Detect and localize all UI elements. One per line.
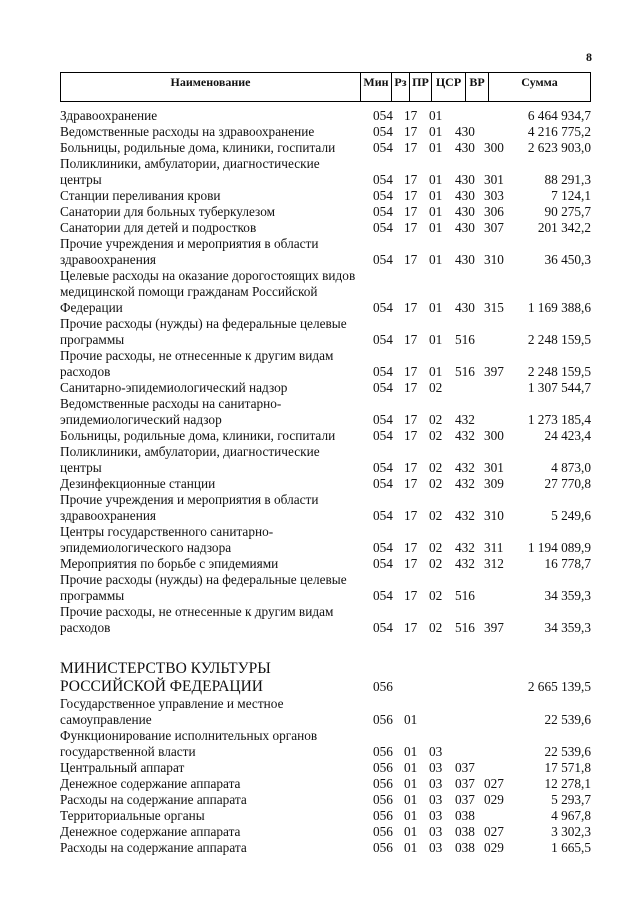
page-number: 8 bbox=[586, 50, 592, 64]
row-rz-code: 17 bbox=[404, 412, 418, 427]
row-min-code: 054 bbox=[373, 428, 393, 443]
row-csr-code: 430 bbox=[455, 300, 475, 315]
row-name: Прочие расходы, не отнесенные к другим видам расходов bbox=[60, 348, 334, 379]
table-row bbox=[60, 556, 591, 572]
row-csr-code: 516 bbox=[455, 332, 475, 347]
row-min-code: 056 bbox=[373, 744, 393, 759]
row-vr-code: 315 bbox=[484, 300, 504, 315]
row-pr-code: 03 bbox=[429, 824, 443, 839]
row-min-code: 054 bbox=[373, 172, 393, 187]
row-pr-code: 01 bbox=[429, 172, 443, 187]
row-min-code: 054 bbox=[373, 252, 393, 267]
row-sum: 2 665 139,5 bbox=[527, 679, 591, 694]
row-min-code: 054 bbox=[373, 556, 393, 571]
row-pr-code: 01 bbox=[429, 332, 443, 347]
row-min-code: 054 bbox=[373, 620, 393, 635]
row-rz-code: 17 bbox=[404, 300, 418, 315]
row-rz-code: 01 bbox=[404, 760, 418, 775]
row-name: Расходы на содержание аппарата bbox=[60, 792, 247, 807]
row-vr-code: 029 bbox=[484, 840, 504, 855]
row-name: Государственное управление и местное самоуправление bbox=[60, 696, 284, 727]
row-sum: 201 342,2 bbox=[537, 220, 591, 235]
row-pr-code: 02 bbox=[429, 428, 443, 443]
row-csr-code: 038 bbox=[455, 824, 475, 839]
row-pr-code: 03 bbox=[429, 760, 443, 775]
table-row bbox=[60, 348, 591, 380]
row-name: Санатории для детей и подростков bbox=[60, 220, 257, 235]
row-sum: 17 571,8 bbox=[544, 760, 591, 775]
row-csr-code: 430 bbox=[455, 140, 475, 155]
row-vr-code: 027 bbox=[484, 776, 504, 791]
row-vr-code: 303 bbox=[484, 188, 504, 203]
row-sum: 34 359,3 bbox=[544, 620, 591, 635]
row-name: Больницы, родильные дома, клиники, госпитали bbox=[60, 428, 336, 443]
table-row bbox=[60, 760, 591, 776]
row-pr-code: 02 bbox=[429, 588, 443, 603]
table-row bbox=[60, 316, 591, 348]
row-pr-code: 02 bbox=[429, 508, 443, 523]
header-name: Наименование bbox=[60, 72, 361, 102]
row-sum: 1 665,5 bbox=[551, 840, 591, 855]
row-csr-code: 430 bbox=[455, 204, 475, 219]
table-row bbox=[60, 140, 591, 156]
header-sum: Сумма bbox=[489, 72, 591, 102]
row-name: Дезинфекционные станции bbox=[60, 476, 216, 491]
row-min-code: 054 bbox=[373, 508, 393, 523]
row-pr-code: 01 bbox=[429, 300, 443, 315]
row-min-code: 054 bbox=[373, 540, 393, 555]
row-csr-code: 432 bbox=[455, 476, 475, 491]
row-rz-code: 01 bbox=[404, 824, 418, 839]
row-name: Расходы на содержание аппарата bbox=[60, 840, 247, 855]
row-pr-code: 02 bbox=[429, 540, 443, 555]
row-min-code: 054 bbox=[373, 364, 393, 379]
row-pr-code: 01 bbox=[429, 364, 443, 379]
row-rz-code: 17 bbox=[404, 172, 418, 187]
row-pr-code: 02 bbox=[429, 412, 443, 427]
row-sum: 7 124,1 bbox=[551, 188, 591, 203]
row-rz-code: 17 bbox=[404, 108, 418, 123]
row-rz-code: 17 bbox=[404, 556, 418, 571]
row-csr-code: 430 bbox=[455, 188, 475, 203]
row-rz-code: 17 bbox=[404, 460, 418, 475]
row-vr-code: 301 bbox=[484, 172, 504, 187]
header-rz: Рз bbox=[392, 72, 410, 102]
row-name: Санатории для больных туберкулезом bbox=[60, 204, 276, 219]
row-pr-code: 02 bbox=[429, 556, 443, 571]
row-min-code: 054 bbox=[373, 204, 393, 219]
row-sum: 4 967,8 bbox=[551, 808, 591, 823]
row-name: Мероприятия по борьбе с эпидемиями bbox=[60, 556, 279, 571]
row-sum: 1 194 089,9 bbox=[527, 540, 591, 555]
row-csr-code: 516 bbox=[455, 364, 475, 379]
row-pr-code: 01 bbox=[429, 204, 443, 219]
row-sum: 1 273 185,4 bbox=[527, 412, 591, 427]
table-row bbox=[60, 572, 591, 604]
row-pr-code: 03 bbox=[429, 776, 443, 791]
row-rz-code: 17 bbox=[404, 204, 418, 219]
row-pr-code: 01 bbox=[429, 220, 443, 235]
row-name: Территориальные органы bbox=[60, 808, 205, 823]
header-pr: ПР bbox=[410, 72, 432, 102]
row-rz-code: 17 bbox=[404, 140, 418, 155]
row-rz-code: 01 bbox=[404, 808, 418, 823]
row-csr-code: 430 bbox=[455, 172, 475, 187]
row-name: Целевые расходы на оказание дорогостоящих видов медицинской помощи гражданам Российской Федерации bbox=[60, 268, 356, 315]
row-pr-code: 03 bbox=[429, 792, 443, 807]
row-min-code: 054 bbox=[373, 332, 393, 347]
table-row bbox=[60, 156, 591, 188]
row-sum: 3 302,3 bbox=[551, 824, 591, 839]
row-sum: 2 623 903,0 bbox=[527, 140, 591, 155]
row-pr-code: 02 bbox=[429, 460, 443, 475]
table-row bbox=[60, 444, 591, 476]
table-row bbox=[60, 220, 591, 236]
row-sum: 88 291,3 bbox=[544, 172, 591, 187]
row-name: Прочие расходы (нужды) на федеральные целевые программы bbox=[60, 316, 347, 347]
table-row bbox=[60, 824, 591, 840]
row-csr-code: 432 bbox=[455, 428, 475, 443]
header-min: Мин bbox=[361, 72, 392, 102]
row-csr-code: 038 bbox=[455, 840, 475, 855]
row-csr-code: 037 bbox=[455, 792, 475, 807]
table-row bbox=[60, 808, 591, 824]
row-rz-code: 17 bbox=[404, 588, 418, 603]
row-rz-code: 01 bbox=[404, 776, 418, 791]
row-min-code: 056 bbox=[373, 840, 393, 855]
row-min-code: 054 bbox=[373, 140, 393, 155]
row-min-code: 054 bbox=[373, 220, 393, 235]
table-row bbox=[60, 524, 591, 556]
row-name: Прочие учреждения и мероприятия в области здравоохранения bbox=[60, 236, 319, 267]
row-rz-code: 17 bbox=[404, 220, 418, 235]
row-vr-code: 301 bbox=[484, 460, 504, 475]
row-name: Ведомственные расходы на санитарно-эпидемиологический надзор bbox=[60, 396, 282, 427]
row-csr-code: 037 bbox=[455, 776, 475, 791]
row-pr-code: 01 bbox=[429, 188, 443, 203]
row-pr-code: 01 bbox=[429, 108, 443, 123]
row-name: Центры государственного санитарно-эпидемиологического надзора bbox=[60, 524, 274, 555]
row-pr-code: 02 bbox=[429, 476, 443, 491]
row-min-code: 054 bbox=[373, 124, 393, 139]
header-vr: ВР bbox=[466, 72, 489, 102]
row-csr-code: 430 bbox=[455, 124, 475, 139]
row-vr-code: 306 bbox=[484, 204, 504, 219]
row-csr-code: 430 bbox=[455, 252, 475, 267]
row-csr-code: 037 bbox=[455, 760, 475, 775]
row-csr-code: 038 bbox=[455, 808, 475, 823]
row-min-code: 054 bbox=[373, 476, 393, 491]
row-csr-code: 516 bbox=[455, 588, 475, 603]
table-row bbox=[60, 428, 591, 444]
row-min-code: 056 bbox=[373, 679, 393, 694]
row-csr-code: 432 bbox=[455, 460, 475, 475]
row-sum: 36 450,3 bbox=[544, 252, 591, 267]
row-name: Поликлиники, амбулатории, диагностические центры bbox=[60, 444, 320, 475]
row-rz-code: 17 bbox=[404, 540, 418, 555]
row-vr-code: 300 bbox=[484, 140, 504, 155]
table-row bbox=[60, 124, 591, 140]
row-vr-code: 309 bbox=[484, 476, 504, 491]
row-name: Денежное содержание аппарата bbox=[60, 776, 241, 791]
row-sum: 5 249,6 bbox=[551, 508, 591, 523]
row-vr-code: 300 bbox=[484, 428, 504, 443]
row-pr-code: 01 bbox=[429, 124, 443, 139]
table-row bbox=[60, 492, 591, 524]
row-min-code: 054 bbox=[373, 412, 393, 427]
row-sum: 4 216 775,2 bbox=[527, 124, 591, 139]
row-sum: 27 770,8 bbox=[544, 476, 591, 491]
row-rz-code: 17 bbox=[404, 476, 418, 491]
row-name: Поликлиники, амбулатории, диагностические центры bbox=[60, 156, 320, 187]
table-row bbox=[60, 268, 591, 316]
row-rz-code: 17 bbox=[404, 428, 418, 443]
row-name: Прочие учреждения и мероприятия в области здравоохранения bbox=[60, 492, 319, 523]
row-min-code: 054 bbox=[373, 460, 393, 475]
row-vr-code: 397 bbox=[484, 364, 504, 379]
row-pr-code: 03 bbox=[429, 840, 443, 855]
row-min-code: 056 bbox=[373, 824, 393, 839]
table-row bbox=[60, 696, 591, 728]
table-row bbox=[60, 792, 591, 808]
row-vr-code: 310 bbox=[484, 252, 504, 267]
row-pr-code: 03 bbox=[429, 744, 443, 759]
row-vr-code: 029 bbox=[484, 792, 504, 807]
row-rz-code: 01 bbox=[404, 840, 418, 855]
row-name: Больницы, родильные дома, клиники, госпитали bbox=[60, 140, 336, 155]
table-row bbox=[60, 604, 591, 636]
row-name: МИНИСТЕРСТВО КУЛЬТУРЫ РОССИЙСКОЙ ФЕДЕРАЦИИ bbox=[60, 660, 271, 695]
row-rz-code: 17 bbox=[404, 508, 418, 523]
row-vr-code: 397 bbox=[484, 620, 504, 635]
table-row bbox=[60, 204, 591, 220]
row-rz-code: 17 bbox=[404, 620, 418, 635]
table-row bbox=[60, 188, 591, 204]
row-sum: 5 293,7 bbox=[551, 792, 591, 807]
row-vr-code: 312 bbox=[484, 556, 504, 571]
table-row bbox=[60, 396, 591, 428]
row-csr-code: 432 bbox=[455, 508, 475, 523]
row-sum: 22 539,6 bbox=[544, 712, 591, 727]
row-vr-code: 027 bbox=[484, 824, 504, 839]
row-sum: 2 248 159,5 bbox=[527, 364, 591, 379]
row-vr-code: 310 bbox=[484, 508, 504, 523]
row-name: Функционирование исполнительных органов государственной власти bbox=[60, 728, 318, 759]
row-name: Денежное содержание аппарата bbox=[60, 824, 241, 839]
row-min-code: 054 bbox=[373, 380, 393, 395]
row-name: Здравоохранение bbox=[60, 108, 158, 123]
row-sum: 2 248 159,5 bbox=[527, 332, 591, 347]
row-min-code: 054 bbox=[373, 108, 393, 123]
table-row bbox=[60, 236, 591, 268]
row-name: Прочие расходы, не отнесенные к другим видам расходов bbox=[60, 604, 334, 635]
table-row bbox=[60, 840, 591, 856]
row-csr-code: 430 bbox=[455, 220, 475, 235]
row-min-code: 056 bbox=[373, 760, 393, 775]
row-vr-code: 307 bbox=[484, 220, 504, 235]
row-sum: 24 423,4 bbox=[544, 428, 591, 443]
row-sum: 1 307 544,7 bbox=[527, 380, 591, 395]
row-min-code: 054 bbox=[373, 300, 393, 315]
row-min-code: 056 bbox=[373, 792, 393, 807]
row-pr-code: 02 bbox=[429, 380, 443, 395]
row-sum: 12 278,1 bbox=[544, 776, 591, 791]
row-pr-code: 01 bbox=[429, 140, 443, 155]
row-rz-code: 17 bbox=[404, 332, 418, 347]
row-pr-code: 01 bbox=[429, 252, 443, 267]
table-row bbox=[60, 776, 591, 792]
row-csr-code: 432 bbox=[455, 556, 475, 571]
table-row bbox=[60, 108, 591, 124]
row-pr-code: 03 bbox=[429, 808, 443, 823]
header-csr: ЦСР bbox=[432, 72, 466, 102]
table-row bbox=[60, 728, 591, 760]
row-sum: 90 275,7 bbox=[544, 204, 591, 219]
row-min-code: 054 bbox=[373, 588, 393, 603]
row-pr-code: 02 bbox=[429, 620, 443, 635]
row-min-code: 056 bbox=[373, 712, 393, 727]
row-csr-code: 432 bbox=[455, 540, 475, 555]
row-rz-code: 01 bbox=[404, 712, 418, 727]
row-sum: 16 778,7 bbox=[544, 556, 591, 571]
row-min-code: 054 bbox=[373, 188, 393, 203]
row-rz-code: 17 bbox=[404, 252, 418, 267]
row-name: Прочие расходы (нужды) на федеральные целевые программы bbox=[60, 572, 347, 603]
row-name: Ведомственные расходы на здравоохранение bbox=[60, 124, 315, 139]
row-csr-code: 432 bbox=[455, 412, 475, 427]
row-sum: 4 873,0 bbox=[551, 460, 591, 475]
section-spacer bbox=[60, 636, 591, 660]
table-header bbox=[60, 72, 591, 102]
row-sum: 1 169 388,6 bbox=[527, 300, 591, 315]
row-min-code: 056 bbox=[373, 776, 393, 791]
budget-table-body bbox=[60, 108, 591, 856]
row-rz-code: 01 bbox=[404, 744, 418, 759]
table-row bbox=[60, 476, 591, 492]
row-name: Санитарно-эпидемиологический надзор bbox=[60, 380, 288, 395]
row-name: Станции переливания крови bbox=[60, 188, 221, 203]
row-min-code: 056 bbox=[373, 808, 393, 823]
row-rz-code: 17 bbox=[404, 380, 418, 395]
ministry-heading-row bbox=[60, 660, 591, 696]
row-sum: 34 359,3 bbox=[544, 588, 591, 603]
row-vr-code: 311 bbox=[484, 540, 504, 555]
row-rz-code: 17 bbox=[404, 188, 418, 203]
row-sum: 6 464 934,7 bbox=[527, 108, 591, 123]
row-rz-code: 17 bbox=[404, 364, 418, 379]
row-csr-code: 516 bbox=[455, 620, 475, 635]
row-name: Центральный аппарат bbox=[60, 760, 185, 775]
row-sum: 22 539,6 bbox=[544, 744, 591, 759]
table-row bbox=[60, 380, 591, 396]
row-rz-code: 01 bbox=[404, 792, 418, 807]
row-rz-code: 17 bbox=[404, 124, 418, 139]
